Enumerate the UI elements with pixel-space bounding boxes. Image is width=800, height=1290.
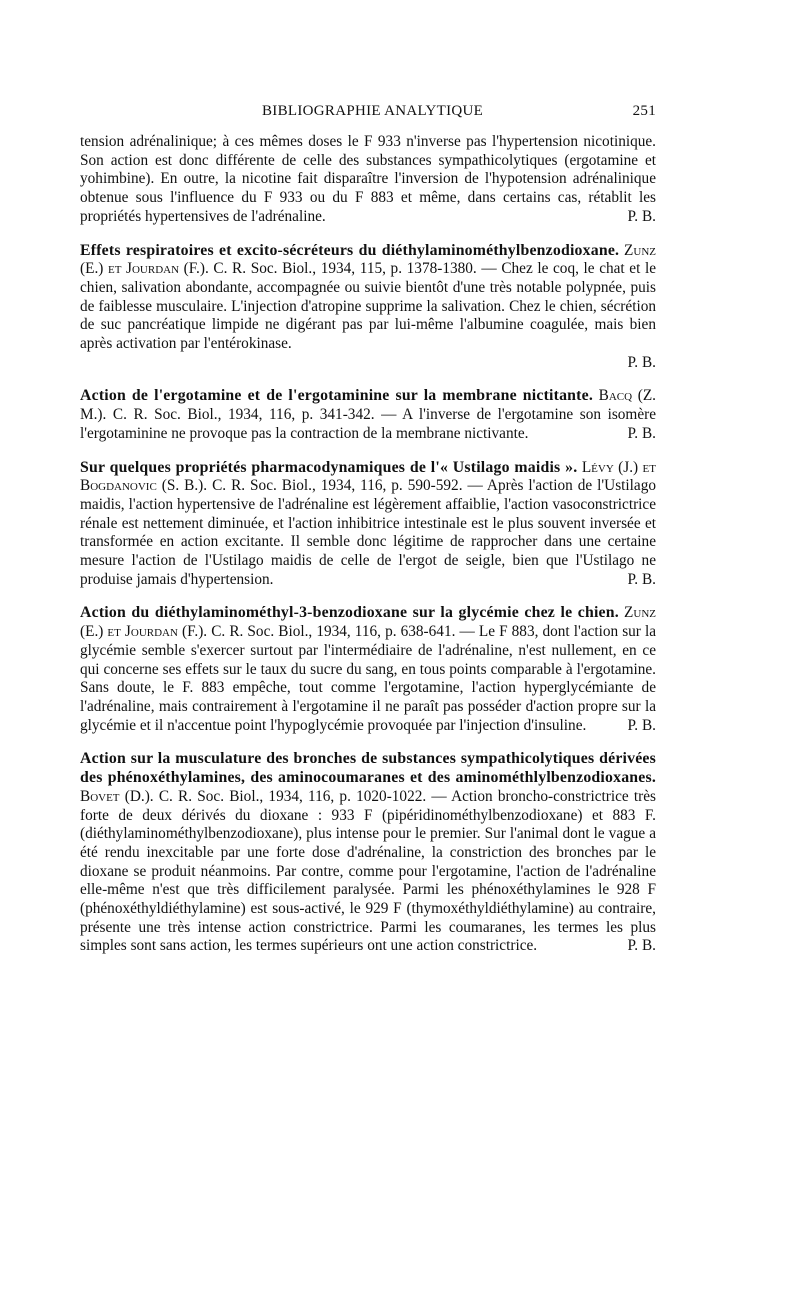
entry-abstract: Chez le coq, le chat et le chien, salivation abondante, accompagnée ou suivie bientôt d'une très notable polypnée, puis de faiblesse musculaire. L'injection d'atropine supprime la salivation. Chez le chien, sécrétion de suc pancréatique limpide ne digérant pas par lui-même l'albumine coagulée, mais bien après activation par l'entérokinase. [80,260,657,353]
bibliography-entry [80,242,656,373]
entry-authors: Bacq (Z. M.). [80,387,657,424]
entry-citation: C. R. Soc. Biol., 1934, 116, p. 341-342. — [112,406,397,424]
continuation-text: tension adrénalinique; à ces mêmes doses le F 933 n'inverse pas l'hypertension nicotinique. Son action est donc différente de celle des substances sympathicolytiques (ergotamine et yohimbine). En outre, la nicotine fait disparaître l'inversion de l'hypotension adrénalinique obtenue sous l'influence du F 933 ou du F 883 et même, dans certains cas, rétablit les propriétés hypertensives de l'adrénaline. [80,133,656,225]
entry-authors: Zunz (E.) et Jourdan (F.). [80,604,656,641]
entry-title: Action de l'ergotamine et de l'ergotaminine sur la membrane nictitante. [80,387,593,405]
entry-citation: C. R. Soc. Biol., 1934, 116, p. 590-592. — [212,477,483,495]
entry-title: Action sur la musculature des bronches de substances sympathicolytiques dérivées des phénoxéthylamines, des aminocoumaranes et des aminométhlylbenzodioxanes. [80,750,656,787]
bibliography-entry [80,459,656,590]
running-head-title: BIBLIOGRAPHIE ANALYTIQUE [262,103,484,119]
entry-title: Action du diéthylaminométhyl-3-benzodioxane sur la glycémie chez le chien. [80,604,619,622]
signature: P. B. [627,207,656,225]
entry-authors: Lévy (J.) et Bogdanovic (S. B.). [80,458,656,495]
entry-abstract: Action broncho-constrictrice très forte de deux dérivés du dioxane : 933 F (pipéridinométhylbenzodioxane) et 883 F. (diéthylaminométhylbenzodioxane), plus intense pour le premier. Sur l'animal dont le vague a été rendu inexcitable par une forte dose d'adrénaline, la constriction des bronches par le dioxane se produit néanmoins. Par contre, comme pour l'ergotamine, l'action de l'adrénaline elle-même n'est que très difficilement paralysée. Parmi les phénoxéthylamines le 928 F (phénoxéthyldiéthylamine) est sous-activé, le 929 F (thymoxéthyldiéthylamine) au contraire, présente une très intense action constrictrice. Parmi les coumaranes, les termes les plus simples sont sans action, les termes supérieurs ont une action constrictrice. [80,787,656,955]
continuation-paragraph [80,133,656,227]
entry-abstract: A l'inverse de l'ergotamine son isomère l'ergotaminine ne provoque pas la contraction de la membrane nictivante. [80,406,656,442]
entry-citation: C. R. Soc. Biol., 1934, 116, p. 1020-1022. — [158,787,447,805]
page-number: 251 [632,103,656,119]
entry-abstract: Après l'action de l'Ustilago maidis, l'action hypertensive de l'adrénaline est légèrement affaiblie, l'action vasoconstrictrice rénale est nettement diminuée, et l'action inhibitrice intestinale est le plus souvent inversée et transformée en action excitante. Il semble donc légitime de rapprocher dans une certaine mesure l'action de l'Ustilago maidis de celle de l'ergot de seigle, bien que l'Ustilago ne produise jamais d'hypertension. [80,477,656,588]
bibliography-entry [80,604,656,735]
signature: P. B. [627,353,656,371]
entry-citation: C. R. Soc. Biol., 1934, 116, p. 638-641. — [211,623,475,641]
entry-title: Effets respiratoires et excito-sécréteurs du diéthylaminométhylbenzodioxane. [80,241,620,259]
signature: P. B. [627,570,656,588]
signature: P. B. [627,716,656,734]
bibliography-entry [80,750,656,956]
bibliography-entry [80,387,656,443]
entry-abstract: Le F 883, dont l'action sur la glycémie semble s'exercer surtout par l'intermédiaire de l'adrénaline, n'est nullement, en ce qui concerne ses effets sur le taux du sucre du sang, en tous points comparable à l'ergotamine. Sans doute, le F. 883 empêche, tout comme l'ergotamine, l'action hyperglycémiante de l'adrénaline, mais contrairement à l'ergotamine il ne paraît pas posséder d'action propre sur la glycémie et il n'accentue point l'hypoglycémie provoquée par l'injection d'insuline. [80,623,657,734]
entry-authors: Zunz (E.) et Jourdan (F.). [80,241,656,278]
entry-authors: Bovet (D.). [80,787,154,805]
signature: P. B. [627,937,656,955]
body-text [80,133,656,956]
signature: P. B. [627,424,656,442]
entry-citation: C. R. Soc. Biol., 1934, 115, p. 1378-1380. — [213,260,497,278]
entry-title: Sur quelques propriétés pharmacodynamiques de l'« Ustilago maidis ». [80,458,578,476]
